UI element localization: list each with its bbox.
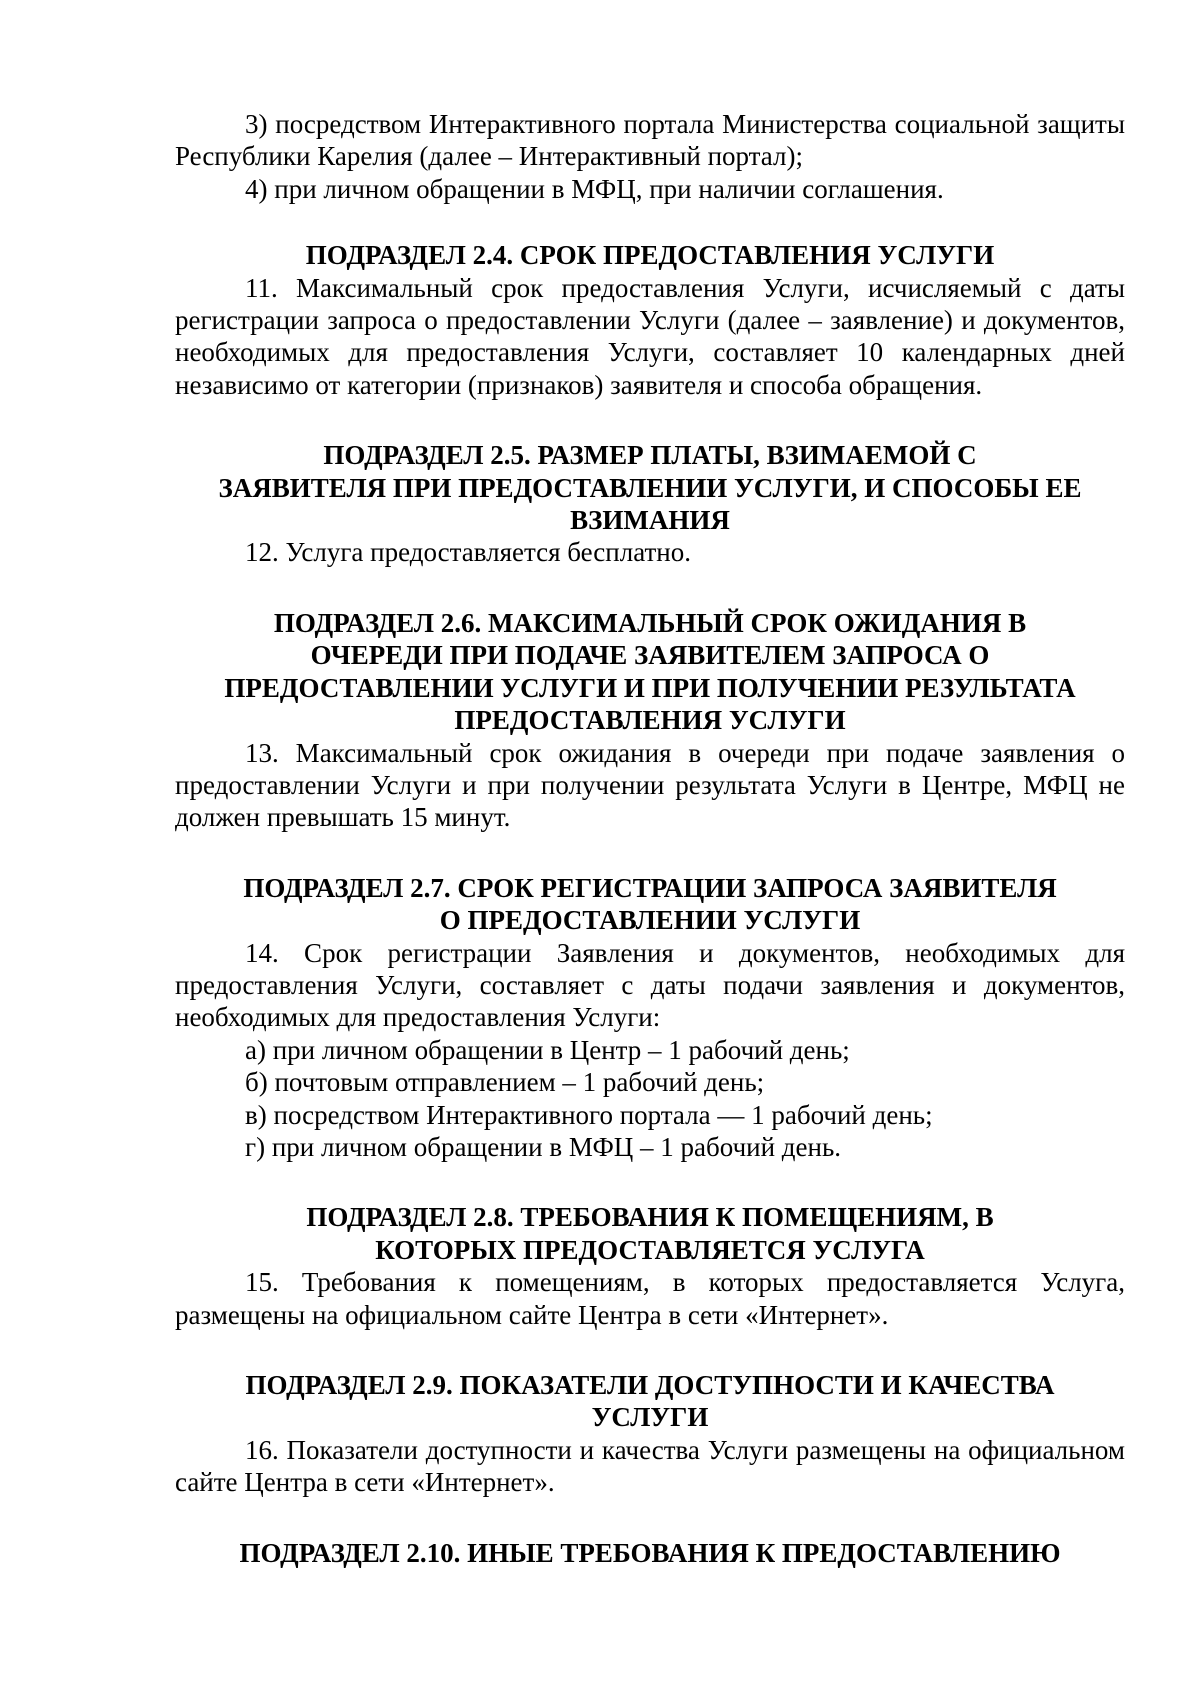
- heading-line: ПРЕДОСТАВЛЕНИЯ УСЛУГИ: [454, 705, 846, 736]
- heading-line: ПОДРАЗДЕЛ 2.5. РАЗМЕР ПЛАТЫ, ВЗИМАЕМОЙ С: [323, 440, 977, 471]
- heading-line: ПРЕДОСТАВЛЕНИИ УСЛУГИ И ПРИ ПОЛУЧЕНИИ РЕЗУЛЬТАТА: [224, 672, 1076, 703]
- heading-line: ОЧЕРЕДИ ПРИ ПОДАЧЕ ЗАЯВИТЕЛЕМ ЗАПРОСА О: [310, 640, 990, 671]
- paragraph-item-3: 3) посредством Интерактивного портала Министерства социальной защиты Республики Карелия (далее – Интерактивный портал);: [175, 109, 1125, 172]
- heading-section-2-6: [175, 607, 1125, 737]
- heading-line: ЗАЯВИТЕЛЯ ПРИ ПРЕДОСТАВЛЕНИИ УСЛУГИ, И СПОСОБЫ ЕЕ: [218, 472, 1082, 503]
- heading-line: ПОДРАЗДЕЛ 2.4. СРОК ПРЕДОСТАВЛЕНИЯ УСЛУГИ: [305, 240, 995, 271]
- heading-section-2-8: [175, 1201, 1125, 1266]
- paragraph-item-4: 4) при личном обращении в МФЦ, при наличии соглашения.: [245, 173, 944, 204]
- list-item: г) при личном обращении в МФЦ – 1 рабочий день.: [245, 1131, 842, 1162]
- paragraph-13: 13. Максимальный срок ожидания в очереди при подаче заявления о предоставлении Услуги и при получении результата Услуги в Центре, МФЦ не должен превышать 15 минут.: [175, 737, 1125, 833]
- list-item: а) при личном обращении в Центр – 1 рабочий день;: [245, 1034, 850, 1065]
- paragraph-14: 14. Срок регистрации Заявления и документов, необходимых для предоставления Услуги, составляет с даты подачи заявления и документов, необходимых для предоставления Услуги:: [175, 937, 1125, 1033]
- heading-line: УСЛУГИ: [591, 1402, 709, 1433]
- heading-line: КОТОРЫХ ПРЕДОСТАВЛЯЕТСЯ УСЛУГА: [375, 1234, 925, 1265]
- paragraph-15: 15. Требования к помещениям, в которых предоставляется Услуга, размещены на официальном сайте Центра в сети «Интернет».: [175, 1267, 1125, 1330]
- heading-line: О ПРЕДОСТАВЛЕНИИ УСЛУГИ: [439, 905, 861, 936]
- heading-section-2-10: [175, 1537, 1125, 1569]
- paragraph-16: 16. Показатели доступности и качества Услуги размещены на официальном сайте Центра в сети «Интернет».: [175, 1434, 1125, 1498]
- list-item: б) почтовым отправлением – 1 рабочий день;: [245, 1067, 765, 1098]
- heading-line: ПОДРАЗДЕЛ 2.7. СРОК РЕГИСТРАЦИИ ЗАПРОСА ЗАЯВИТЕЛЯ: [243, 872, 1057, 903]
- heading-line: ПОДРАЗДЕЛ 2.8. ТРЕБОВАНИЯ К ПОМЕЩЕНИЯМ, В: [306, 1202, 994, 1233]
- paragraph-12: 12. Услуга предоставляется бесплатно.: [245, 537, 692, 568]
- heading-line: ПОДРАЗДЕЛ 2.9. ПОКАЗАТЕЛИ ДОСТУПНОСТИ И КАЧЕСТВА: [245, 1370, 1055, 1400]
- list-item: в) посредством Интерактивного портала — 1 рабочий день;: [245, 1099, 933, 1130]
- heading-line: ПОДРАЗДЕЛ 2.10. ИНЫЕ ТРЕБОВАНИЯ К ПРЕДОСТАВЛЕНИЮ: [239, 1537, 1061, 1568]
- document-page: [175, 108, 1125, 1569]
- heading-section-2-9: [175, 1369, 1125, 1434]
- heading-line: ПОДРАЗДЕЛ 2.6. МАКСИМАЛЬНЫЙ СРОК ОЖИДАНИЯ В: [273, 607, 1027, 638]
- heading-line: ВЗИМАНИЯ: [570, 505, 730, 536]
- paragraph-11: 11. Максимальный срок предоставления Услуги, исчисляемый с даты регистрации запроса о предоставлении Услуги (далее – заявление) и документов, необходимых для предоставления Услуги, составляет 10 календарных дней независимо от категории (признаков) заявителя и способа обращения.: [175, 272, 1125, 400]
- heading-section-2-4: [175, 239, 1125, 271]
- heading-section-2-7: [175, 872, 1125, 937]
- heading-section-2-5: [175, 439, 1125, 536]
